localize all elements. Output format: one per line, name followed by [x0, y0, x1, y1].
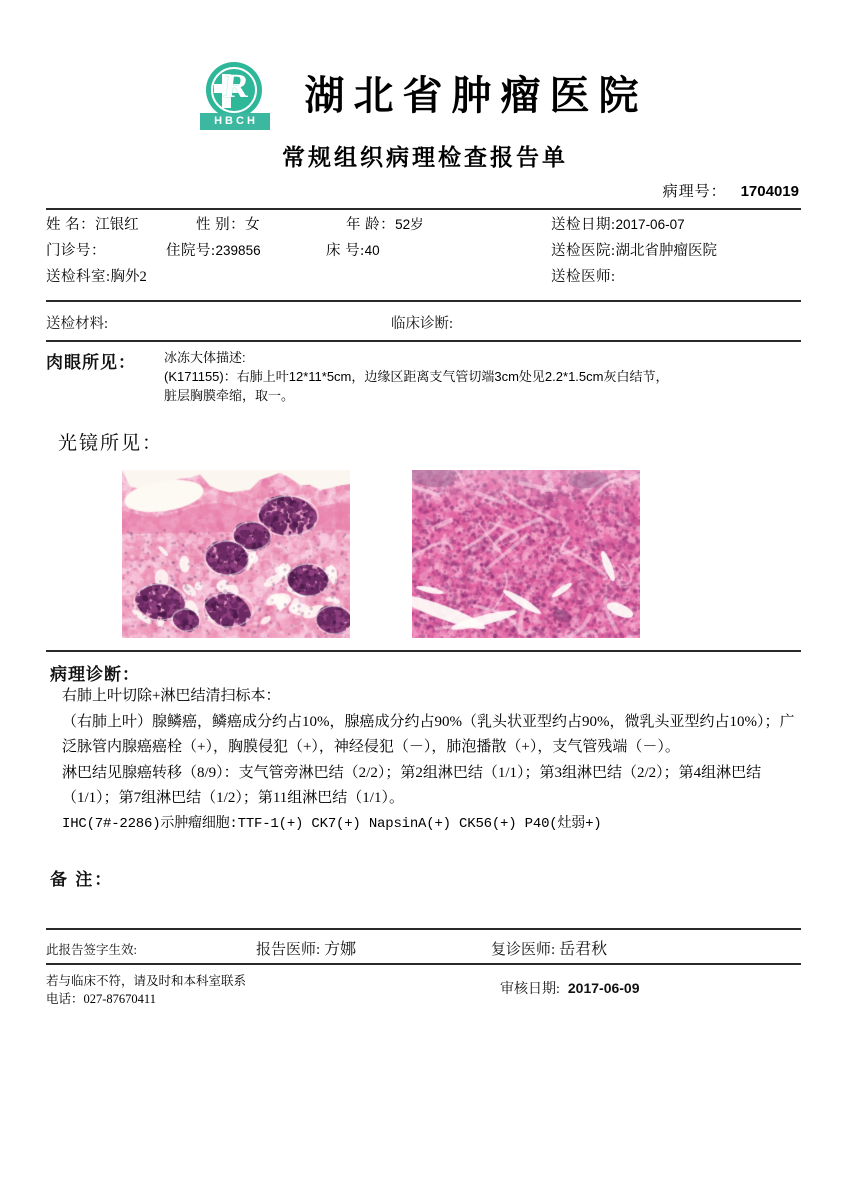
hospital-name: 湖北省肿瘤医院	[304, 73, 648, 118]
field-gender	[196, 212, 346, 238]
hospital-logo-icon	[200, 62, 270, 130]
field-submit-doctor	[551, 264, 616, 290]
microscopy-images	[122, 470, 742, 638]
divider-microscopy-bottom	[46, 650, 801, 652]
submit-date-label: 送检日期:	[551, 217, 616, 233]
histology-canvas-left	[122, 470, 350, 638]
patient-name-value: 江银红	[95, 217, 139, 233]
review-doctor-field	[491, 936, 801, 959]
material-label: 送检材料:	[46, 316, 109, 332]
gross-findings-section	[46, 348, 801, 405]
validity-note: 此报告签字生效:	[46, 943, 137, 957]
diagnosis-ihc-line: IHC(7#-2286)示肿瘤细胞:TTF-1(+) CK7(+) NapsinA(+) CK56(+) P40(灶弱+)	[62, 815, 602, 832]
field-department	[46, 264, 147, 290]
info-row-3-right	[551, 264, 801, 290]
submit-doctor-label: 送检医师:	[551, 269, 616, 285]
report-doctor-label: 报告医师:	[256, 942, 321, 958]
field-inpatient-no	[166, 238, 326, 264]
audit-date-field	[500, 978, 640, 998]
field-bed-no	[326, 238, 380, 264]
divider-info-bottom	[46, 300, 801, 302]
info-row-2-right	[551, 238, 801, 264]
diagnosis-line-1: 右肺上叶切除+淋巴结清扫标本：	[62, 688, 281, 704]
gross-findings-body	[164, 348, 801, 405]
field-outpatient-no	[46, 238, 166, 264]
outpatient-no-label: 门诊号：	[46, 243, 106, 259]
age-value: 52岁	[395, 217, 424, 232]
gender-value: 女	[245, 217, 260, 233]
audit-date-label: 审核日期:	[500, 982, 560, 997]
inpatient-no-value: 239856	[215, 243, 261, 258]
age-label: 年 龄：	[346, 217, 396, 233]
report-doctor-field	[256, 936, 491, 959]
histology-micrograph-right	[412, 470, 640, 638]
field-submit-hospital	[551, 238, 717, 264]
gross-line-3: 脏层胸膜牵缩，取一。	[164, 388, 295, 403]
info-row-1-right	[551, 212, 801, 238]
pathology-number	[663, 180, 799, 201]
submit-hospital-value: 湖北省肿瘤医院	[615, 243, 718, 259]
signature-row	[46, 936, 801, 959]
submit-date-value: 2017-06-07	[615, 217, 685, 232]
divider-signature-bottom	[46, 963, 801, 965]
department-value: 胸外2	[110, 269, 147, 285]
footer-note	[46, 972, 466, 1008]
microscopy-label: 光镜所见：	[58, 433, 164, 454]
bed-no-value: 40	[364, 243, 380, 258]
field-submit-date	[551, 212, 685, 238]
logo-wordmark: HBCH	[200, 113, 270, 130]
department-label: 送检科室:	[46, 269, 111, 285]
info-row-3	[46, 264, 801, 290]
histology-canvas-right	[412, 470, 640, 638]
report-title: 常规组织病理检查报告单	[282, 145, 568, 170]
info-row-3-left	[46, 264, 551, 290]
divider-material-bottom	[46, 340, 801, 342]
gross-line-1: 冰冻大体描述:	[164, 350, 246, 365]
remarks-label: 备 注：	[50, 870, 114, 889]
hospital-name-block	[296, 75, 648, 117]
field-clinical-diagnosis	[391, 312, 801, 333]
footer-note-line-1: 若与临床不符，请及时和本科室联系	[46, 974, 247, 988]
field-patient-name	[46, 212, 196, 238]
material-clinical-row	[46, 312, 801, 333]
submit-hospital-label: 送检医院:	[551, 243, 616, 259]
diagnosis-line-3: 淋巴结见腺癌转移（8/9）：支气管旁淋巴结（2/2）；第2组淋巴结（1/1）；第3组淋巴结（2/2）；第4组淋巴结（1/1）；第7组淋巴结（1/2）；第11组淋巴结（1/1）。	[62, 764, 762, 806]
gross-line-2: (K171155)：右肺上叶12*11*5cm，边缘区距离支气管切端3cm处见2.2*1.5cm灰白结节，	[164, 369, 669, 384]
report-header	[0, 62, 847, 172]
header-row	[0, 62, 847, 130]
gross-findings-label: 肉眼所见：	[46, 353, 136, 372]
clinical-diagnosis-label: 临床诊断:	[391, 316, 454, 332]
info-row-2	[46, 238, 801, 264]
diagnosis-line-2: （右肺上叶）腺鳞癌，鳞癌成分约占10%，腺癌成分约占90%（乳头状亚型约占90%，微乳头亚型约占10%）；广泛脉管内腺癌癌栓（+），胸膜侵犯（+），神经侵犯（－），肺泡播散（+），支气管残端（－）。	[62, 713, 795, 755]
info-row-1	[46, 212, 801, 238]
info-row-2-left	[46, 238, 551, 264]
pathology-number-value: 1704019	[740, 183, 799, 200]
histology-micrograph-left	[122, 470, 350, 638]
divider-remarks-bottom	[46, 928, 801, 930]
review-doctor-value: 岳君秋	[559, 941, 608, 958]
footer-note-line-2: 电话：027-87670411	[46, 992, 156, 1006]
field-age	[346, 212, 424, 238]
info-row-1-left	[46, 212, 551, 238]
report-doctor-value: 方娜	[324, 941, 357, 958]
patient-info-table	[46, 212, 801, 290]
pathology-diagnosis-label: 病理诊断：	[50, 665, 140, 684]
divider-top	[46, 208, 801, 210]
review-doctor-label: 复诊医师:	[491, 942, 556, 958]
audit-date-value: 2017-06-09	[567, 980, 640, 996]
field-material	[46, 312, 391, 333]
inpatient-no-label: 住院号:	[166, 243, 216, 259]
pathology-diagnosis-body	[62, 684, 804, 837]
gender-label: 性 别：	[196, 217, 246, 233]
patient-name-label: 姓 名：	[46, 217, 96, 233]
bed-no-label: 床 号:	[326, 243, 365, 259]
pathology-number-label: 病理号：	[662, 184, 727, 200]
logo-letter-r: R	[221, 68, 251, 105]
